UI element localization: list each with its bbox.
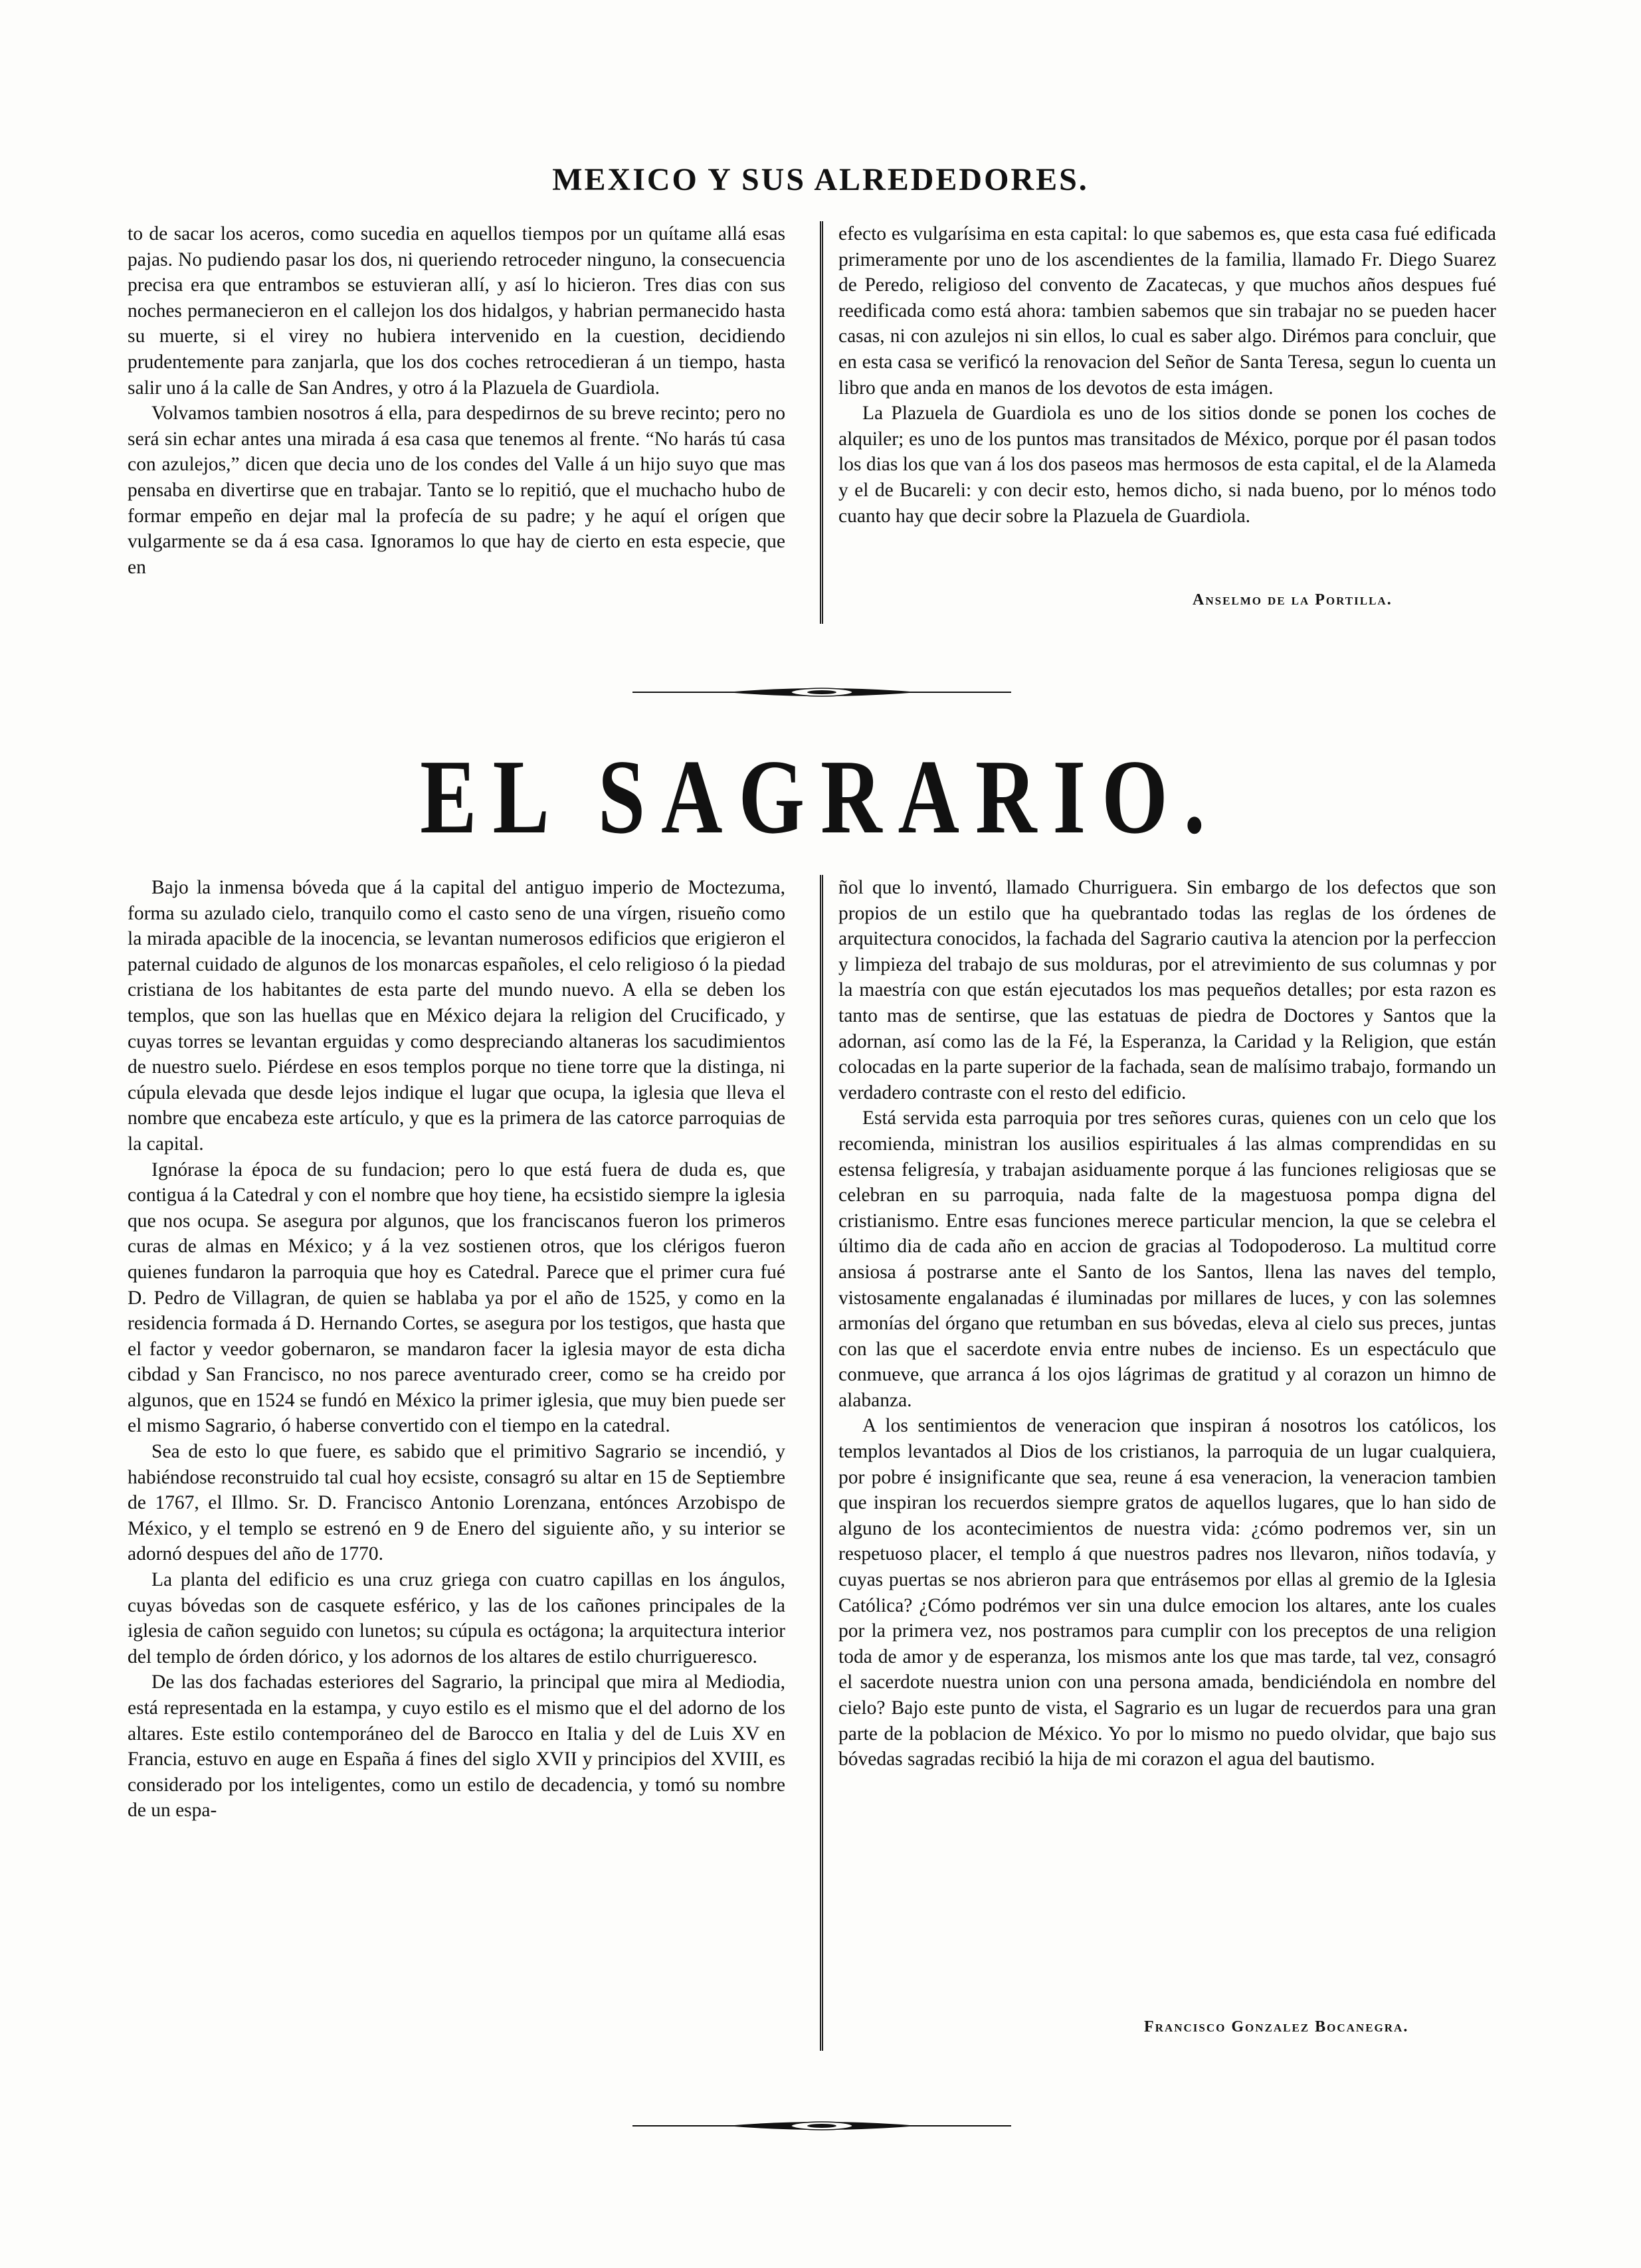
section-title: EL SAGRARIO. bbox=[420, 737, 1221, 856]
paragraph: ñol que lo inventó, llamado Churriguera. Sin embargo de los defectos que son propios de un estilo que ha quebrantado todas las reglas de los órdenes de arquitectura conocidos, la fachada del Sagrario cautiva la atencion por la perfeccion y limpieza del trabajo de sus molduras, por el atrevimiento de sus columnas y por la maestría con que están ejecutados los mas pequeños detalles; por esta razon es tanto mas de sentirse, que las estatuas de piedra de Doctores y Santos que la adornan, así como las de la Fé, la Esperanza, la Caridad y la Religion, que están colocadas en la parte superior de la fachada, sean de malísimo trabajo, formando un verdadero contraste con el resto del edificio. bbox=[838, 877, 1496, 1103]
top-left-column bbox=[128, 221, 785, 624]
ornamental-divider bbox=[632, 686, 1011, 699]
top-right-column bbox=[838, 221, 1496, 624]
paragraph: De las dos fachadas esteriores del Sagrario, la principal que mira al Mediodia, está representada en la estampa, y cuyo estilo es el mismo que el del adorno de los altares. Este estilo contemporáneo del de Barocco en Italia y del de Luis XV en Francia, estuvo en auge en España á fines del siglo XVII y principios del XVIII, es considerado por los inteligentes, como un estilo de decadencia, y tomó su nombre de un espa- bbox=[128, 1671, 785, 1822]
paragraph: Ignórase la época de su fundacion; pero lo que está fuera de duda es, que contigua á la Catedral y con el nombre que hoy tiene, ha ecsistido siempre la iglesia que nos ocupa. Se asegura por algunos, que los franciscanos fueron los primeros curas de almas en México; y á la vez sostienen otros, que los clérigos fueron quienes fundaron la parroquia que hoy es Catedral. Parece que el primer cura fué D. Pedro de Villagran, de quien se hablaba ya por el año de 1525, y como en la residencia formada á D. Hernando Cortes, se asegura por los testigos, que hasta que el factor y veedor gobernaron, se mandaron facer la iglesia mayor de esta dicha cibdad y San Francisco, no nos parece aventurado creer, como se ha creido por algunos, que en 1524 se fundó en México la primer iglesia, que muy bien puede ser el mismo Sagrario, ó haberse convertido con el tiempo en la catedral. bbox=[128, 1159, 785, 1437]
paragraph: Sea de esto lo que fuere, es sabido que el primitivo Sagrario se incendió, y habiéndose reconstruido tal cual hoy ecsiste, consagró su altar en 15 de Septiembre de 1767, el Illmo. Sr. D. Francisco Antonio Lorenzana, entónces Arzobispo de México, y el templo se estrenó en 9 de Enero del siguiente año, y su interior se adornó despues del año de 1770. bbox=[128, 1441, 785, 1565]
paragraph: Bajo la inmensa bóveda que á la capital del antiguo imperio de Moctezuma, forma su azulado cielo, tranquilo como el casto seno de una vírgen, risueño como la mirada apacible de la inocencia, se levantan numerosos edificios que erigieron el paternal cuidado de algunos de los monarcas españoles, el celo religioso ó la piedad cristiana de los habitantes de esta parte del mundo nuevo. A ella se deben los templos, que son las huellas que en México dejara la religion del Crucificado, y cuyas torres se levantan erguidas y como despreciando altaneras los sacudimientos de nuestro suelo. Piérdese en esos templos porque no tiene torre que la distinga, ni cúpula elevada que desde lejos indique el lugar que ocupa, la iglesia que lleva el nombre que encabeza este artículo, y que es la primera de las catorce parroquias de la capital. bbox=[128, 877, 785, 1155]
paragraph: to de sacar los aceros, como sucedia en aquellos tiempos por un quítame allá esas pajas. No pudiendo pasar los dos, ni queriendo retroceder ninguno, la consecuencia precisa era que entrambos se estuvieran allí, y así lo hicieron. Tres dias con sus noches permanecieron en el callejon los dos hidalgos, y habrian permanecido hasta su muerte, si el virey no hubiera intervenido en la cuestion, decidiendo prudentemente para zanjarla, que los dos coches retrocedieran á un tiempo, hasta salir uno á la calle de San Andres, y otro á la Plazuela de Guardiola. bbox=[128, 223, 785, 399]
author-signature: Francisco Gonzalez Bocanegra. bbox=[1144, 2018, 1409, 2035]
main-right-column bbox=[838, 875, 1496, 2051]
paragraph: efecto es vulgarísima en esta capital: lo que sabemos es, que esta casa fué edificada primeramente por uno de los ascendientes de la familia, llamado Fr. Diego Suarez de Peredo, religioso del convento de Zacatecas, y que muchos años despues fué reedificada como está ahora: tambien sabemos que sin trabajar no se pueden hacer casas, ni con azulejos ni sin ellos, lo cual es saber algo. Dirémos para concluir, que en esta casa se verificó la renovacion del Señor de Santa Teresa, segun lo cuenta un libro que anda en manos de los devotos de esta imágen. bbox=[838, 223, 1496, 399]
paragraph: Volvamos tambien nosotros á ella, para despedirnos de su breve recinto; pero no será sin echar antes una mirada á esa casa que tenemos al frente. “No harás tú casa con azulejos,” dicen que decia uno de los condes del Valle á un hijo suyo que mas pensaba en divertirse que en trabajar. Tanto se lo repitió, que el muchacho hubo de formar empeño en dejar mal la profecía de su padre; y he aquí el orígen que vulgarmente se da á esa casa. Ignoramos lo que hay de cierto en esta especie, que en bbox=[128, 403, 785, 578]
main-left-column bbox=[128, 875, 785, 2051]
paragraph: Está servida esta parroquia por tres señores curas, quienes con un celo que los recomienda, ministran los ausilios espirituales á las almas comprendidas en su estensa feligresía, y trabajan asiduamente porque á las funciones religiosas que se celebran en su parroquia, nada falte de la magestuosa pompa digna del cristianismo. Entre esas funciones merece particular mencion, la que se celebra el último dia de cada año en accion de gracias al Todopoderoso. La multitud corre ansiosa á postrarse ante el Santo de los Santos, llena las naves del templo, vistosamente engalanadas é iluminadas por millares de luces, y con las solemnes armonías del órgano que retumban en sus bóvedas, eleva al cielo sus preces, juntas con las que el sacerdote envia entre nubes de incienso. Es un espectáculo que conmueve, que arranca á los ojos lágrimas de gratitud y al corazon un himno de alabanza. bbox=[838, 1107, 1496, 1411]
column-rule bbox=[820, 221, 823, 624]
paragraph: La Plazuela de Guardiola es uno de los sitios donde se ponen los coches de alquiler; es uno de los puntos mas transitados de México, porque por él pasan todos los dias los que van á los dos paseos mas hermosos de esta capital, el de la Alameda y el de Bucareli: y con decir esto, hemos dicho, si nada bueno, por lo ménos todo cuanto hay que decir sobre la Plazuela de Guardiola. bbox=[838, 403, 1496, 527]
ornamental-divider bbox=[632, 2119, 1011, 2132]
column-rule bbox=[820, 875, 823, 2051]
running-head: MEXICO Y SUS ALREDEDORES. bbox=[552, 162, 1089, 197]
author-signature: Anselmo de la Portilla. bbox=[1193, 591, 1393, 609]
top-article bbox=[128, 221, 1496, 624]
main-article bbox=[128, 875, 1496, 2051]
paragraph: A los sentimientos de veneracion que inspiran á nosotros los católicos, los templos levantados al Dios de los cristianos, la parroquia de un lugar cualquiera, por pobre é insignificante que sea, reune á esa veneracion, la veneracion tambien que inspiran los recuerdos siempre gratos de aquellos lugares, que lo han sido de alguno de los acontecimientos de nuestra vida: ¿cómo podremos ver, sin un respetuoso placer, el templo á que nuestros padres nos llevaron, niños todavía, y cuyas puertas se nos abrieron para que entrásemos por ellas al gremio de la Iglesia Católica? ¿Cómo podrémos ver sin una dulce emocion los altares, ante los cuales por la primera vez, nos postramos para cumplir con los preceptos de una religion toda de amor y de esperanza, los mismos ante los que mas tarde, tal vez, consagró el sacerdote nuestra union con una persona amada, bendiciéndola en nombre del cielo? Bajo este punto de vista, el Sagrario es un lugar de recuerdos para una gran parte de la poblacion de México. Yo por lo mismo no puedo olvidar, que bajo sus bóvedas sagradas recibió la hija de mi corazon el agua del bautismo. bbox=[838, 1415, 1496, 1770]
paragraph: La planta del edificio es una cruz griega con cuatro capillas en los ángulos, cuyas bóvedas son de casquete esférico, y las de los cañones principales de la iglesia de cañon seguido con lunetos; su cúpula es octágona; la arquitectura interior del templo de órden dórico, y los adornos de los altares de estilo churrigueresco. bbox=[128, 1569, 785, 1667]
